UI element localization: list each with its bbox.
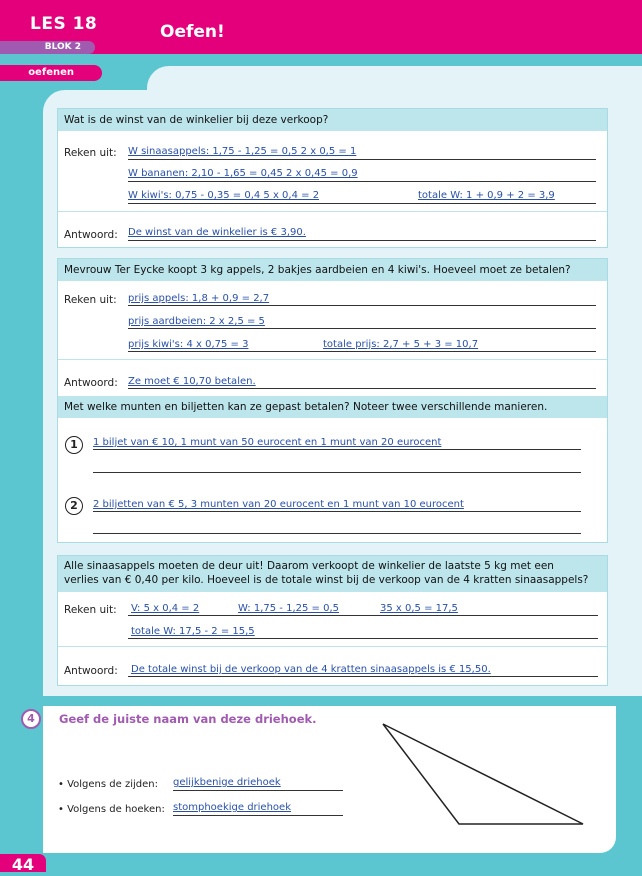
calc-label: Reken uit: bbox=[64, 604, 117, 616]
calc-label: Reken uit: bbox=[64, 294, 117, 306]
answer-label: Antwoord: bbox=[64, 665, 118, 677]
question-text bbox=[58, 556, 607, 592]
answer-line: totale W: 17,5 - 2 = 15,5 bbox=[131, 626, 255, 637]
answer-line: V: 5 x 0,4 = 2 bbox=[131, 603, 200, 614]
answer-line: prijs kiwi's: 4 x 0,75 = 3 bbox=[128, 339, 249, 350]
answer-line: W kiwi's: 0,75 - 0,35 = 0,4 5 x 0,4 = 2 bbox=[128, 190, 320, 201]
question-text: Wat is de winst van de winkelier bij deze verkoop? bbox=[58, 109, 607, 131]
question-line: Alle sinaasappels moeten de deur uit! Daarom verkoopt de winkelier de laatste 5 kg met een bbox=[64, 560, 554, 572]
answer-label: Antwoord: bbox=[64, 377, 118, 389]
question-line: verlies van € 0,40 per kilo. Hoeveel is de totale winst bij de verkoop van de 4 kratten sinaasappels? bbox=[64, 574, 589, 586]
option-answer: 2 biljetten van € 5, 3 munten van 20 eurocent en 1 munt van 10 eurocent bbox=[93, 499, 464, 510]
option-number: 2 bbox=[65, 497, 83, 515]
answer-total: totale prijs: 2,7 + 5 + 3 = 10,7 bbox=[323, 339, 479, 350]
answer-text: Ze moet € 10,70 betalen. bbox=[128, 376, 256, 387]
answer-line: W bananen: 2,10 - 1,65 = 0,45 2 x 0,45 = 0,9 bbox=[128, 168, 358, 179]
option-answer: 1 biljet van € 10, 1 munt van 50 eurocent en 1 munt van 20 eurocent bbox=[93, 437, 442, 448]
question-box-1 bbox=[57, 108, 608, 248]
lesson-label: LES 18 bbox=[30, 14, 98, 34]
answer-line: W sinaasappels: 1,75 - 1,25 = 0,5 2 x 0,5 = 1 bbox=[128, 146, 357, 157]
exercise-title: Geef de juiste naam van deze driehoek. bbox=[59, 712, 317, 726]
answer-text: De totale winst bij de verkoop van de 4 kratten sinaasappels is € 15,50. bbox=[131, 664, 491, 675]
answer-text: De winst van de winkelier is € 3,90. bbox=[128, 227, 306, 238]
page-title: Oefen! bbox=[160, 22, 225, 42]
question-text: Mevrouw Ter Eycke koopt 3 kg appels, 2 bakjes aardbeien en 4 kiwi's. Hoeveel moet ze betalen? bbox=[58, 259, 607, 281]
sides-answer: gelijkbenige driehoek bbox=[173, 777, 281, 788]
exercise-number: 4 bbox=[21, 709, 41, 729]
section-label: oefenen bbox=[0, 65, 102, 81]
answer-line: prijs appels: 1,8 + 0,9 = 2,7 bbox=[128, 293, 270, 304]
answer-line: prijs aardbeien: 2 x 2,5 = 5 bbox=[128, 316, 265, 327]
question-box-2 bbox=[57, 258, 608, 543]
block-label: BLOK 2 bbox=[0, 41, 95, 54]
answer-line: W: 1,75 - 1,25 = 0,5 bbox=[238, 603, 339, 614]
angles-label: • Volgens de hoeken: bbox=[58, 804, 165, 815]
page-number: 44 bbox=[0, 854, 46, 872]
sides-label: • Volgens de zijden: bbox=[58, 779, 158, 790]
angles-answer: stomphoekige driehoek bbox=[173, 802, 291, 813]
option-number: 1 bbox=[65, 436, 83, 454]
calc-label: Reken uit: bbox=[64, 147, 117, 159]
answer-line: 35 x 0,5 = 17,5 bbox=[380, 603, 458, 614]
triangle-shape bbox=[375, 718, 590, 830]
question-box-4 bbox=[57, 555, 608, 686]
question-text: Met welke munten en biljetten kan ze gepast betalen? Noteer twee verschillende manieren. bbox=[58, 396, 607, 418]
answer-total: totale W: 1 + 0,9 + 2 = 3,9 bbox=[418, 190, 555, 201]
answer-label: Antwoord: bbox=[64, 229, 118, 241]
